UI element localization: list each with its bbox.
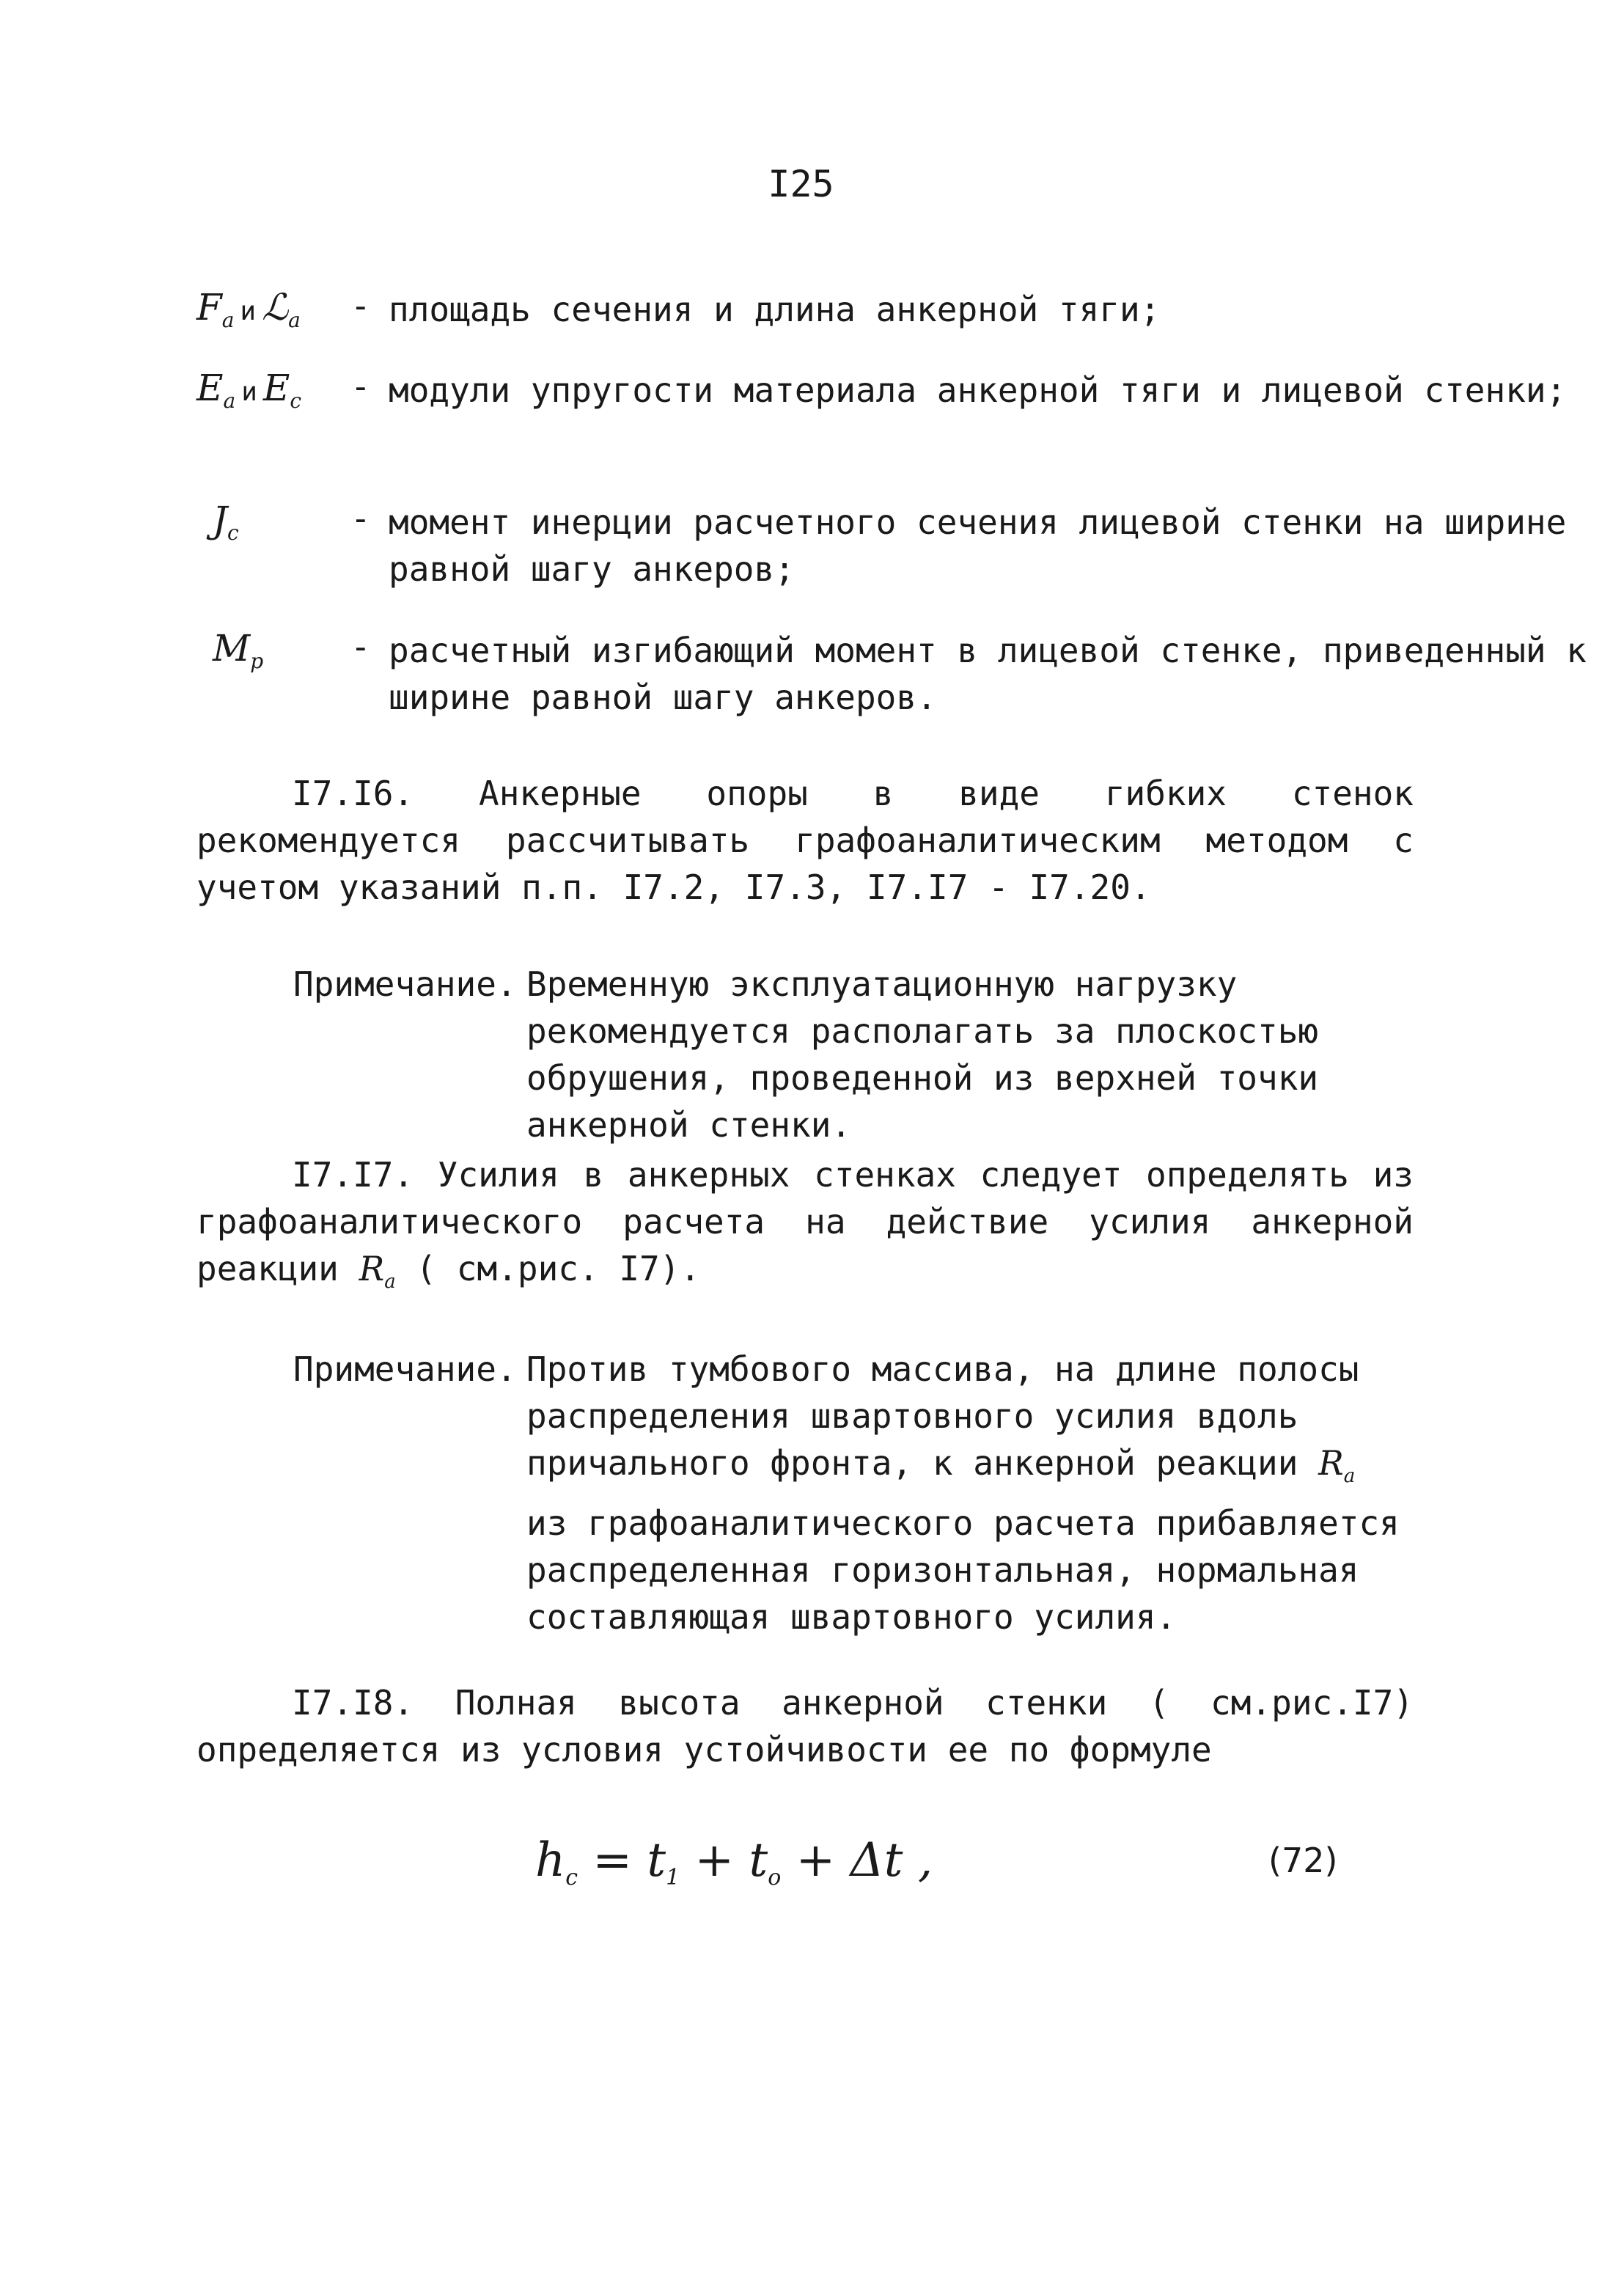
definition-text: площадь сечения и длина анкерной тяги; [389,290,1161,329]
symbol-ra: $R_a$ [359,1249,396,1294]
definition-dash: - [350,627,371,667]
definition-text: модули упругости материала анкерной тяги и лицевой стенки; [389,370,1567,410]
page-number: I25 [768,163,834,205]
definition-text: момент инерции расчетного сечения лицевой стенки на ширине равной шагу анкеров; [389,502,1567,589]
formula-72: $h_c = t_1 + t_o + \Delta t$ , [535,1833,933,1890]
definition-dash: - [350,286,371,326]
symbol-ra: $R_a$ [1318,1443,1356,1488]
note-label: Примечание. [293,1349,517,1389]
definition-dash: - [350,367,371,406]
symbol-ea-ec: $E_a$ и $E_c$ [196,367,302,413]
note-text: Против тумбового массива, на длине полосы распределения швартовного усилия вдоль причального фронта, к анкерной реакции $R_a$ из графоаналитического расчета прибавляется распределенная горизонтальная, нормальная составляющая швартовного усилия. [526,1349,1400,1637]
note-label: Примечание. [293,964,517,1004]
paragraph-17-16: I7.I6. Анкерные опоры в виде гибких стенок рекомендуется рассчитывать графоаналитическим методом с учетом указаний п.п. I7.2, I7.3, I7.I7 - I7.20. [196,774,1414,907]
symbol-fa-la: $F_a$ и ℒ$_a$ [196,286,301,332]
note-text: Временную эксплуатационную нагрузку рекомендуется располагать за плоскостью обрушения, проведенной из верхней точки анкерной стенки. [526,964,1319,1145]
symbol-jc: $J_c$ [213,499,239,545]
definition-text: расчетный изгибающий момент в лицевой стенке, приведенный к ширине равной шагу анкеров. [389,631,1587,717]
formula-number: (72) [1268,1841,1338,1880]
symbol-mp: $M_p$ [213,627,264,673]
definition-dash: - [350,499,371,538]
paragraph-17-18: I7.I8. Полная высота анкерной стенки ( см.рис.I7) определяется из условия устойчивости ее по формуле [196,1683,1414,1769]
paragraph-17-17: I7.I7. Усилия в анкерных стенках следует определять из графоаналитического расчета на действие усилия анкерной реакции $R_a$ ( см.рис. I7). [196,1155,1414,1294]
